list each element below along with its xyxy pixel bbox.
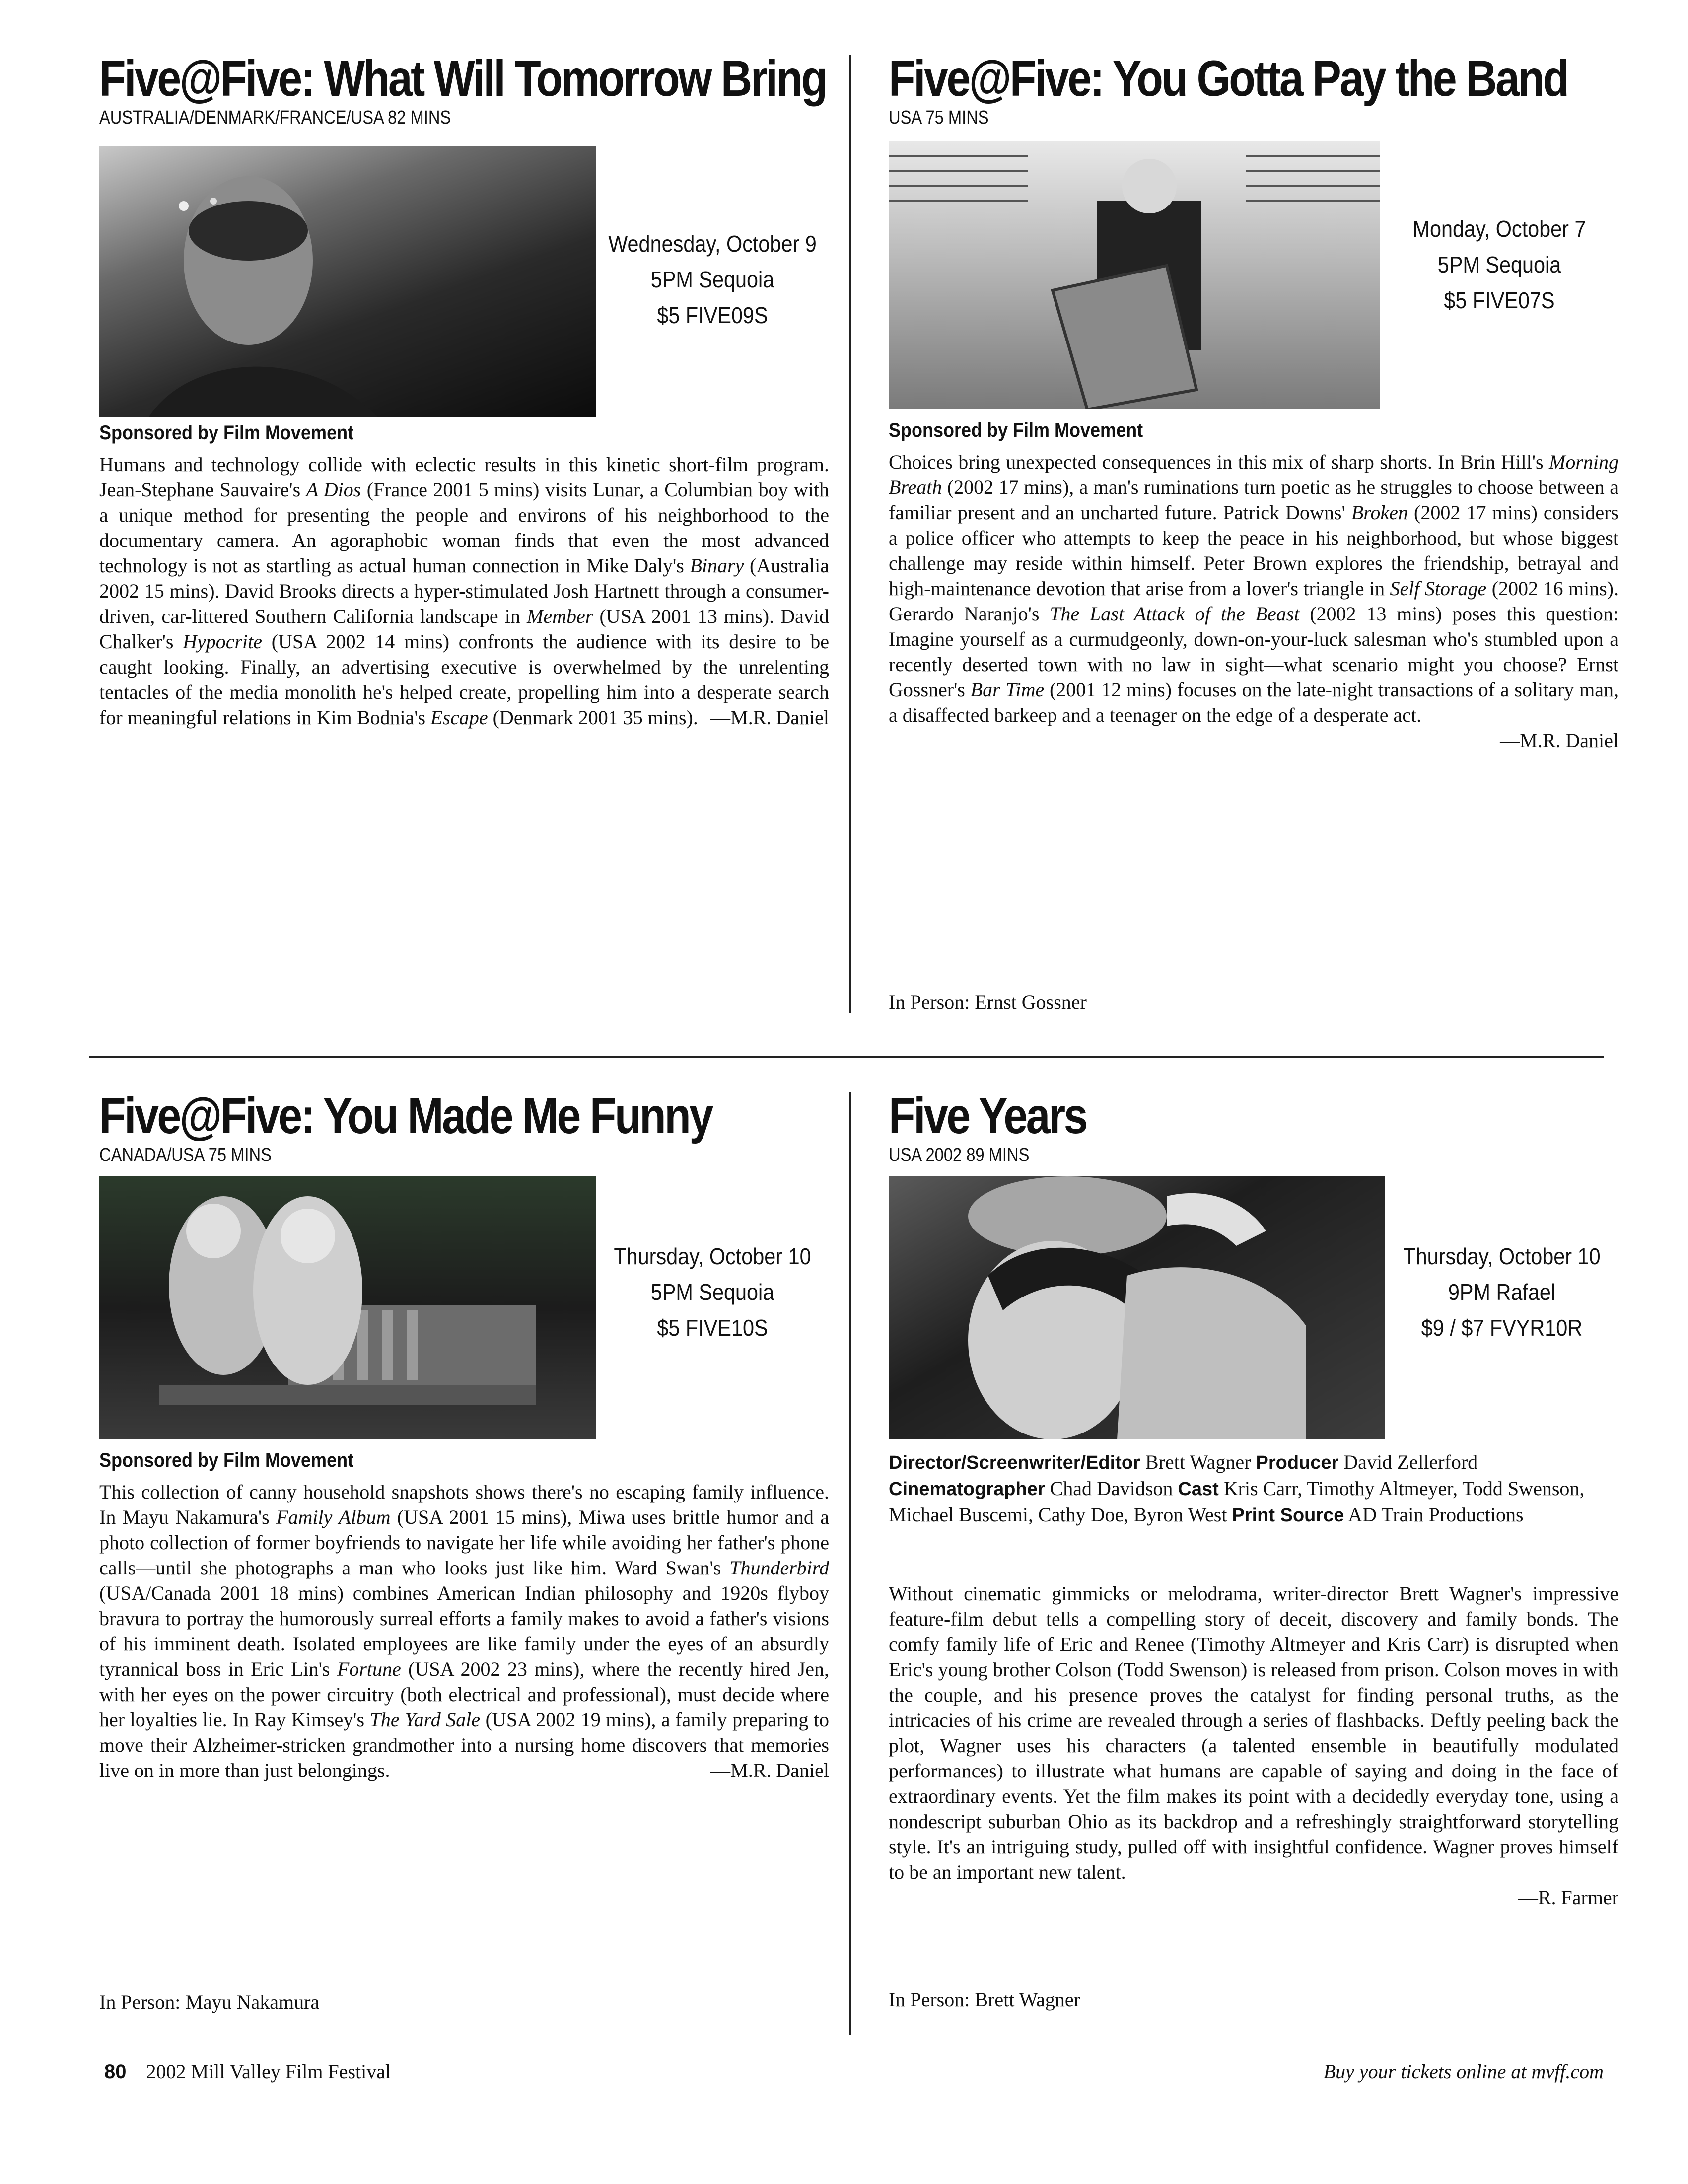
ticket-price-code: $5 FIVE07S — [1444, 287, 1555, 313]
column-divider-top — [849, 55, 851, 1013]
film-description: Choices bring unexpected consequences in this mix of sharp shorts. In Brin Hill's Morning Breath (2002 17 mins), a man's ruminations turn poetic as he struggles to choose between a familiar present and an uncharted future. Patrick Downs' Broken (2002 17 mins) considers a police officer who attempts to keep the peace in his neighborhood, but whose biggest challenge may reside within himself. Peter Brown explores the friendship, betrayal and high-maintenance devotion that arise from a lover's triangle in Self Storage (2002 16 mins). Gerardo Naranjo's The Last Attack of the Beast (2002 13 mins) poses this question: Imagine yourself as a curmudgeonly, down-on-your-luck salesman who's stumbled upon a recently deserted town with no law in sight—what scenario might you choose? Ernst Gossner's Bar Time (2001 12 mins) focuses on the late-night transactions of a solitary man, a disaffected barkeep and a teenager on the edge of a desperate act. —M.R. Daniel — [889, 449, 1618, 753]
film-title: Five@Five: You Gotta Pay the Band — [889, 50, 1568, 107]
film-you-made-me-funny — [99, 1090, 829, 2033]
sponsor-line: Sponsored by Film Movement — [99, 422, 354, 444]
review-credit: —M.R. Daniel — [710, 706, 829, 729]
film-still-photo — [889, 1176, 1385, 1439]
review-credit: —M.R. Daniel — [1500, 729, 1618, 751]
screening-time-venue: 9PM Rafael — [1448, 1279, 1556, 1305]
film-description: Without cinematic gimmicks or melodrama, writer-director Brett Wagner's impressive feature-film debut tells a compelling story of deceit, discovery and family bonds. The comfy family life of Eric and Renee (Timothy Altmeyer and Kris Carr) is disrupted when Eric's young brother Colson (Todd Swenson) is released from prison. Colson moves in with the couple, and his presence proves the catalyst for finding personal truths, as the intricacies of his crime are revealed through a series of flashbacks. Deftly peeling back the plot, Wagner uses his characters (a talented ensemble in beautifully modulated performances) to illustrate what humans are capable of saying and doing in the face of extraordinary events. Yet the film makes its point with a decidedly everyday tone, using a nondescript suburban Ohio as its backdrop and a refreshingly straightforward storytelling style. It's an intriguing study, pulled off with insightful confidence. Wagner proves himself to be an important new talent. —R. Farmer — [889, 1581, 1618, 1910]
ticket-price-code: $5 FIVE10S — [657, 1315, 768, 1341]
schedule — [608, 1238, 818, 1346]
review-credit: —M.R. Daniel — [710, 1759, 829, 1781]
sponsor-line: Sponsored by Film Movement — [889, 419, 1143, 441]
schedule — [608, 226, 818, 333]
credit-role-cast: Cast — [1178, 1479, 1219, 1500]
credit-role-director: Director/Screenwriter/Editor — [889, 1452, 1140, 1473]
page-number: 80 — [104, 2061, 127, 2083]
film-still-photo — [99, 1176, 596, 1439]
film-meta: CANADA/USA 75 MINS — [99, 1145, 272, 1166]
film-description: Humans and technology collide with eclectic results in this kinetic short-film program. Jean-Stephane Sauvaire's A Dios (France 2001 5 mins) visits Lunar, a Columbian boy with a unique method for presenting the people and environs of his neighborhood to the documentary camera. An agoraphobic woman finds that even the most advanced technology is not as startling as actual human connection in Mike Daly's Binary (Australia 2002 15 mins). David Brooks directs a hyper-stimulated Josh Hartnett through a consumer-driven, car-littered Southern California landscape in Member (USA 2001 13 mins). David Chalker's Hypocrite (USA 2002 14 mins) confronts the audience with its desire to be caught looking. Finally, an advertising executive is overwhelmed by the unrelenting tentacles of the media monolith he's helped create, propelling him into a desperate search for meaningful relations in Kim Bodnia's Escape (Denmark 2001 35 mins). —M.R. Daniel — [99, 452, 829, 730]
film-still-photo — [889, 141, 1380, 410]
film-still-photo — [99, 146, 596, 417]
film-description: This collection of canny household snapshots shows there's no escaping family influence. In Mayu Nakamura's Family Album (USA 2001 15 mins), Miwa uses brittle humor and a photo collection of former boyfriends to navigate her life while avoiding her father's phone calls—until she photographs a man who looks just like him. Ward Swan's Thunderbird (USA/Canada 2001 18 mins) combines American Indian philosophy and 1920s flyboy bravura to portray the humorously surreal efforts a family makes to avoid a father's visions of his imminent death. Isolated employees are like family under the eyes of an absurdly tyrannical boss in Eric Lin's Fortune (USA 2002 23 mins), where the recently hired Jen, with her eyes on the power circuitry (both electrical and professional), must decide where her loyalties lie. In Ray Kimsey's The Yard Sale (USA 2002 19 mins), a family preparing to move their Alzheimer-stricken grandmother into a nursing home discovers that memories live on in more than just belongings. —M.R. Daniel — [99, 1479, 829, 1783]
credit-role-producer: Producer — [1256, 1452, 1339, 1473]
page-footer — [104, 2060, 391, 2083]
column-divider-bottom — [849, 1092, 851, 2035]
film-title: Five@Five: You Made Me Funny — [99, 1088, 712, 1144]
credit-role-print-source: Print Source — [1232, 1505, 1344, 1526]
row-divider — [89, 1056, 1604, 1058]
film-meta: USA 2002 89 MINS — [889, 1145, 1030, 1166]
film-credits: Director/Screenwriter/Editor Brett Wagner Producer David Zellerford Cinematographer Chad Davidson Cast Kris Carr, Timothy Altmeyer, Todd Swenson, Michael Buscemi, Cathy Doe, Byron West Print Source AD Train Productions — [889, 1451, 1585, 1526]
film-meta: USA 75 MINS — [889, 107, 989, 129]
film-you-gotta-pay-the-band — [889, 52, 1618, 1035]
schedule — [1397, 1238, 1607, 1346]
screening-date: Wednesday, October 9 — [608, 231, 817, 257]
film-five-years — [889, 1090, 1618, 2033]
film-what-will-tomorrow-bring — [99, 52, 829, 1035]
screening-time-venue: 5PM Sequoia — [650, 1279, 774, 1305]
schedule — [1392, 211, 1607, 318]
in-person-guest: In Person: Mayu Nakamura — [99, 1991, 320, 2013]
film-title: Five Years — [889, 1088, 1087, 1144]
credit-role-cinematographer: Cinematographer — [889, 1479, 1045, 1500]
ticket-price-code: $9 / $7 FVYR10R — [1421, 1315, 1583, 1341]
in-person-guest: In Person: Brett Wagner — [889, 1988, 1080, 2011]
screening-time-venue: 5PM Sequoia — [650, 267, 774, 292]
sponsor-line: Sponsored by Film Movement — [99, 1449, 354, 1471]
ticket-price-code: $5 FIVE09S — [657, 302, 768, 328]
screening-time-venue: 5PM Sequoia — [1437, 252, 1561, 277]
screening-date: Thursday, October 10 — [1403, 1243, 1601, 1269]
screening-date: Thursday, October 10 — [614, 1243, 811, 1269]
review-credit: —R. Farmer — [1518, 1886, 1618, 1909]
film-title: Five@Five: What Will Tomorrow Bring — [99, 50, 826, 107]
in-person-guest: In Person: Ernst Gossner — [889, 991, 1087, 1013]
ticket-tagline: Buy your tickets online at mvff.com — [1323, 2060, 1604, 2083]
screening-date: Monday, October 7 — [1412, 216, 1586, 242]
festival-name: 2002 Mill Valley Film Festival — [146, 2060, 391, 2083]
film-meta: AUSTRALIA/DENMARK/FRANCE/USA 82 MINS — [99, 107, 451, 129]
